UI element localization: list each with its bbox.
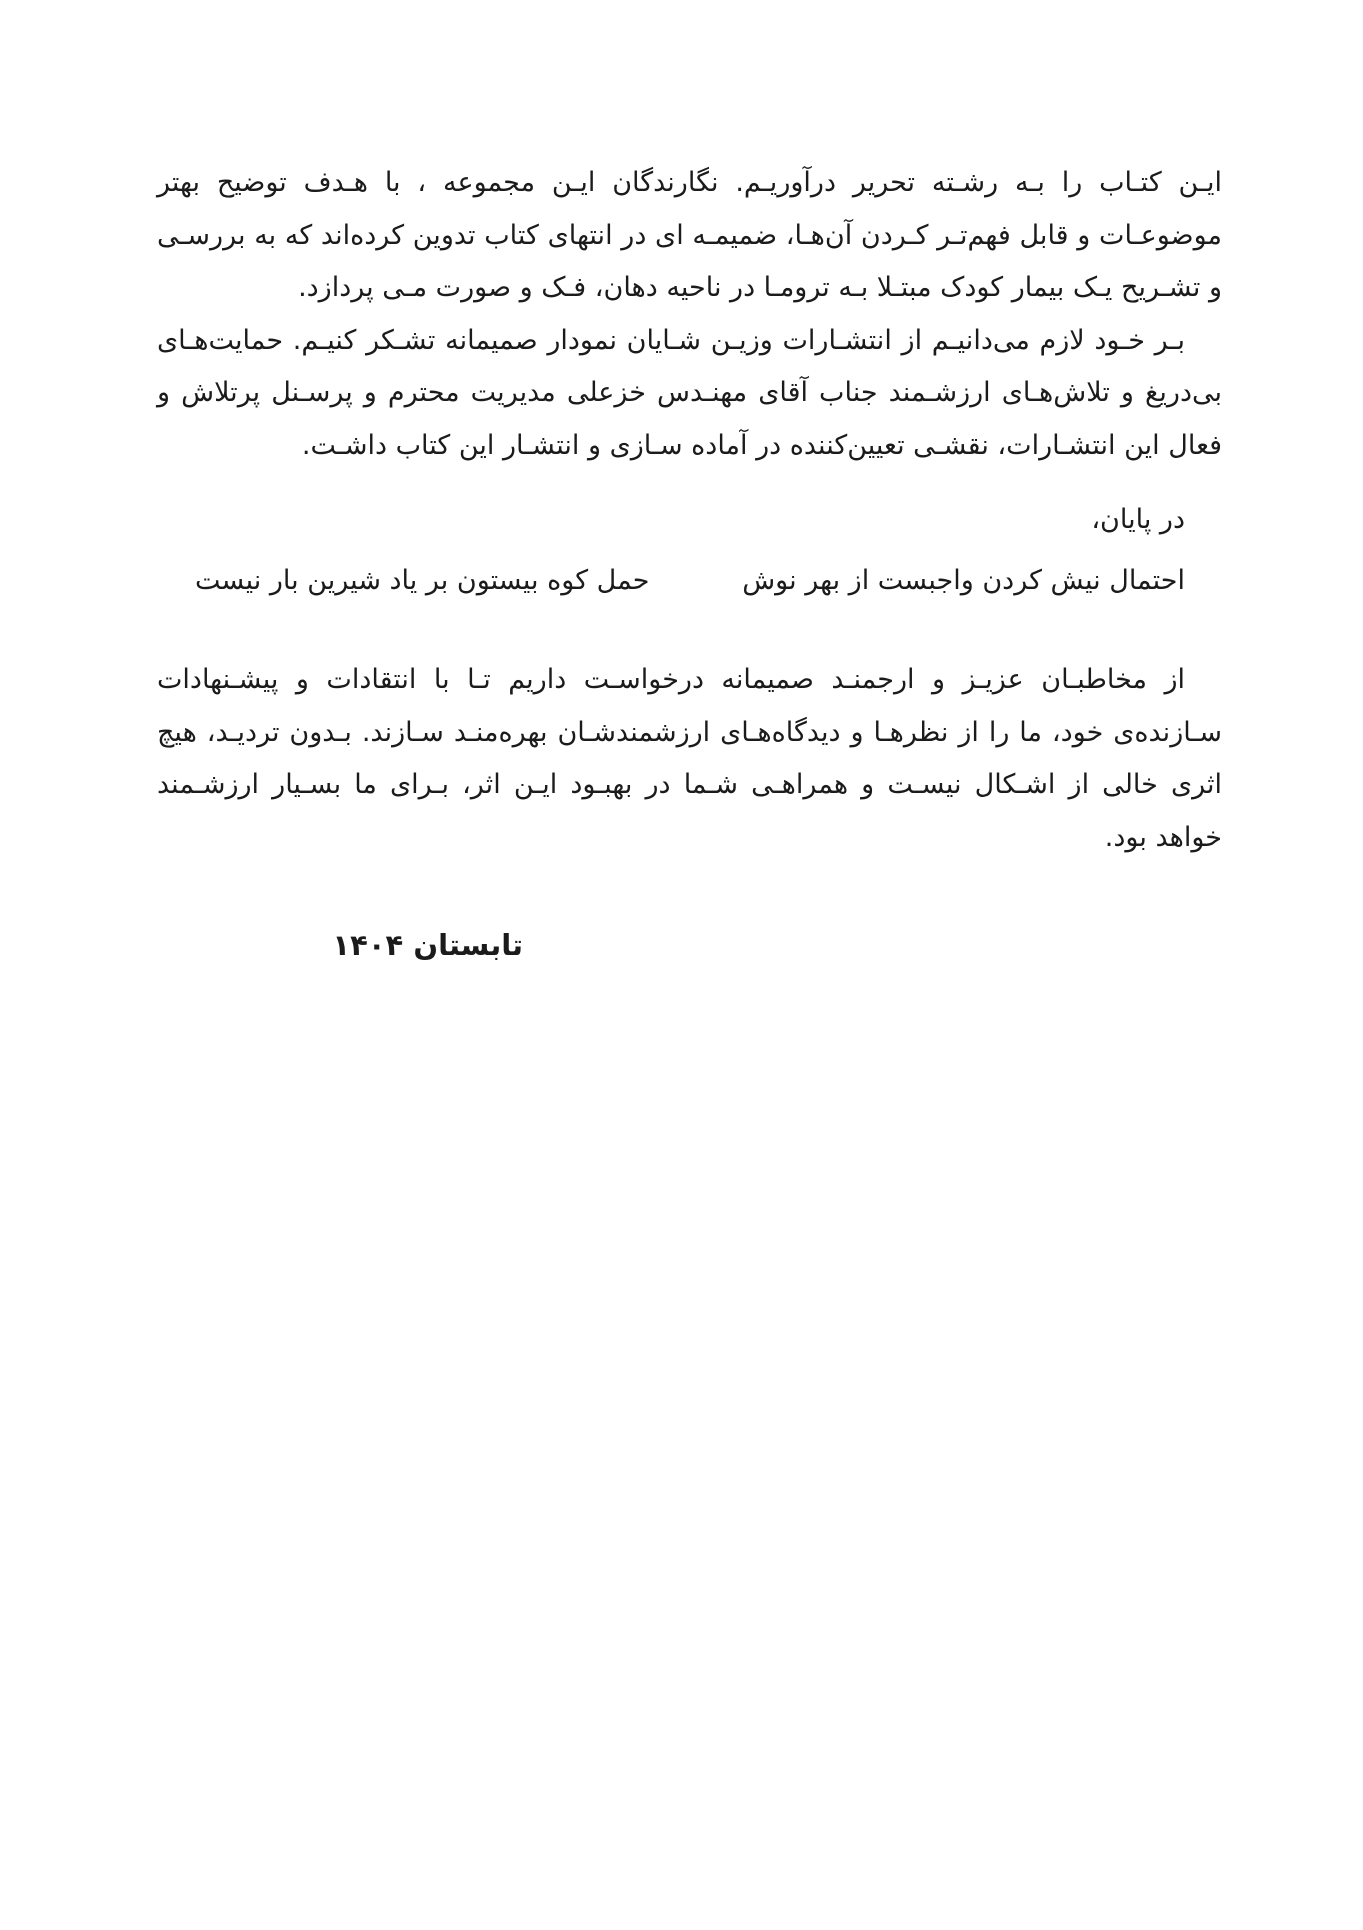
paragraph-publisher-thanks: بـر خـود لازم می‌دانیـم از انتشـارات وزیـن شـایان نمودار صمیمانه تشـکر کنیـم. حمایت‌هـای بی‌دریغ و تلاش‌هـای ارزشـمند جناب آقای مهنـدس خزعلی مدیریت محترم و پرسـنل پرتلاش و فعال این انتشـارات، نقشـی تعیین‌کننده در آماده سـازی و انتشـار این کتاب داشـت. xyxy=(157,324,1222,461)
paragraph-reader-feedback: از مخاطبـان عزیـز و ارجمنـد صمیمانه درخواسـت داریم تـا با انتقادات و پیشـنهادات سـازنده‌ی خود، ما را از نظرهـا و دیدگاه‌هـای ارزشمندشـان بهره‌منـد سـازند. بـدون تردیـد، هیچ اثری خالی از اشـکال نیسـت و همراهـی شـما در بهبـود ایـن اثر، بـرای ما بسـیار ارزشـمند خواهد بود. xyxy=(157,664,1222,853)
poem-hemistich-left: حمل کوه بیستون بر یاد شیرین بار نیست xyxy=(195,564,650,596)
poem-line xyxy=(195,555,1185,608)
date-line: تابستان ۱۴۰۴ xyxy=(332,928,523,962)
poem-hemistich-right: احتمال نیش کردن واجبست از بهر نوش xyxy=(742,564,1185,596)
paragraph-book-description: ایـن کتـاب را بـه رشـته تحریر درآوریـم. نگارندگان ایـن مجموعه ، با هـدف توضیح بهتر موضوعـات و قابل فهم‌تـر کـردن آن‌هـا، ضمیمـه ای در انتهای کتاب تدوین کرده‌اند که به بررسـی و تشـریح یـک بیمار کودک مبتـلا بـه ترومـا در ناحیه دهان، فـک و صورت مـی پردازد. xyxy=(157,167,1222,303)
closing-lead-line: در پایان، xyxy=(1091,504,1185,535)
